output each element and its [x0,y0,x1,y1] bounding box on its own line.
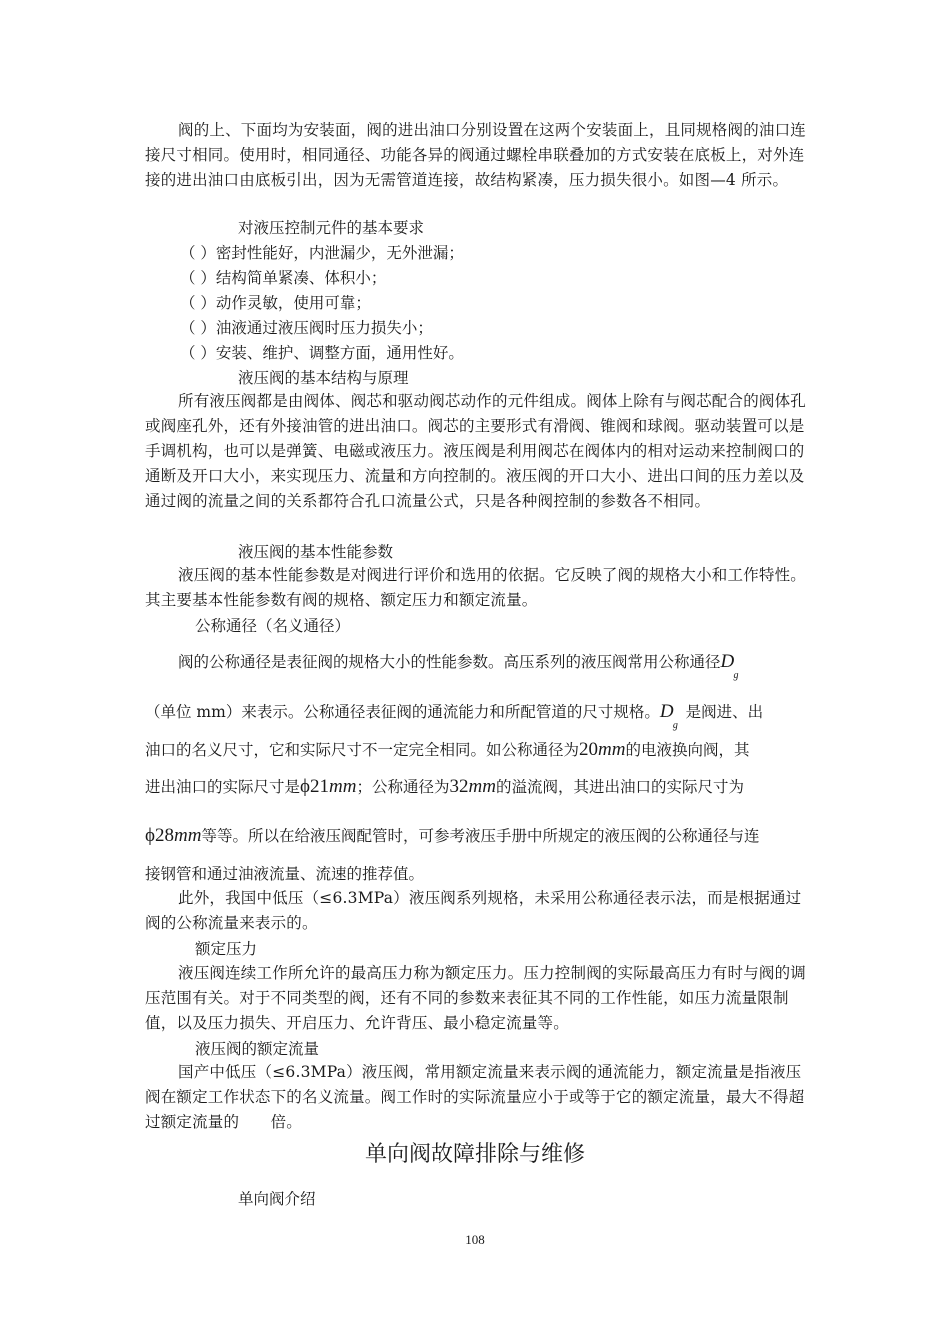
nominal-line-2: （单位 mm）来表示。公称通径表征阀的通流能力和所配管道的尺寸规格。D g 是阀进、出 [145,701,764,731]
rated-pressure-paragraph: 液压阀连续工作所允许的最高压力称为额定压力。压力控制阀的实际最高压力有时与阀的调压范围有关。对于不同类型的阀，还有不同的参数来表征其不同的工作性能，如压力流量限制值，以及压力损失、开启压力、允许背压、最小稳定流量等。 [145,964,807,1032]
requirement-item: （ ）结构简单紧凑、体积小； [180,269,387,287]
nominal-line-5: ϕ28mm等等。所以在给液压阀配管时，可参考液压手册中所规定的液压阀的公称通径与连 [145,825,760,846]
rated-pressure-heading: 额定压力 [195,940,258,958]
rated-flow-paragraph: 国产中低压（≤6.3MPa）液压阀，常用额定流量来表示阀的通流能力，额定流量是指液压阀在额定工作状态下的名义流量。阀工作时的实际流量应小于或等于它的额定流量，最大不得超过额定流量的 倍。 [145,1063,805,1131]
requirement-item: （ ）动作灵敏，使用可靠； [180,294,371,312]
nominal-line-4: 进出油口的实际尺寸是ϕ21mm；公称通径为32mm的溢流阀，其进出油口的实际尺寸为 [145,776,744,797]
intro-paragraph: 阀的上、下面均为安装面，阀的进出油口分别设置在这两个安装面上，且同规格阀的油口连接尺寸相同。使用时，相同通径、功能各异的阀通过螺栓串联叠加的方式安装在底板上，对外连接的进出油口由底板引出，因为无需管道连接，故结构紧凑，压力损失很小。如图—4 所示。 [145,121,807,189]
requirements-heading: 对液压控制元件的基本要求 [238,219,425,237]
requirement-item: （ ）密封性能好，内泄漏少，无外泄漏； [180,244,464,262]
requirement-item: （ ）油液通过液压阀时压力损失小； [180,319,433,337]
requirement-item: （ ）安装、维护、调整方面，通用性好。 [180,344,464,362]
structure-heading: 液压阀的基本结构与原理 [238,369,409,387]
structure-paragraph: 所有液压阀都是由阀体、阀芯和驱动阀芯动作的元件组成。阀体上除有与阀芯配合的阀体孔或阀座孔外，还有外接油管的进出油口。阀芯的主要形式有滑阀、锥阀和球阀。驱动装置可以是手调机构，也可以是弹簧、电磁或液压力。液压阀是利用阀芯在阀体内的相对运动来控制阀口的通断及开口大小，来实现压力、流量和方向控制的。液压阀的开口大小、进出口间的压力差以及通过阀的流量之间的关系都符合孔口流量公式，只是各种阀控制的参数各不相同。 [145,392,807,510]
nominal-line-3: 油口的名义尺寸，它和实际尺寸不一定完全相同。如公称通径为20mm的电液换向阀，其 [145,739,750,760]
dg-symbol: D g [659,701,678,731]
params-heading: 液压阀的基本性能参数 [238,543,394,561]
dg-symbol: D g [720,651,739,681]
nominal-line-1: 阀的公称通径是表征阀的规格大小的性能参数。高压系列的液压阀常用公称通径D g [178,651,739,681]
sub-heading: 单向阀介绍 [238,1190,316,1208]
params-paragraph: 液压阀的基本性能参数是对阀进行评价和选用的依据。它反映了阀的规格大小和工作特性。其主要基本性能参数有阀的规格、额定压力和额定流量。 [145,566,807,609]
low-pressure-paragraph: 此外，我国中低压（≤6.3MPa）液压阀系列规格，未采用公称通径表示法，而是根据通过阀的公称流量来表示的。 [145,889,802,932]
page-number: 108 [465,1232,485,1247]
section-title: 单向阀故障排除与维修 [364,1142,585,1167]
nominal-heading: 公称通径（名义通径） [195,617,351,635]
nominal-line-6: 接钢管和通过油液流量、流速的推荐值。 [145,865,425,883]
rated-flow-heading: 液压阀的额定流量 [195,1040,320,1058]
